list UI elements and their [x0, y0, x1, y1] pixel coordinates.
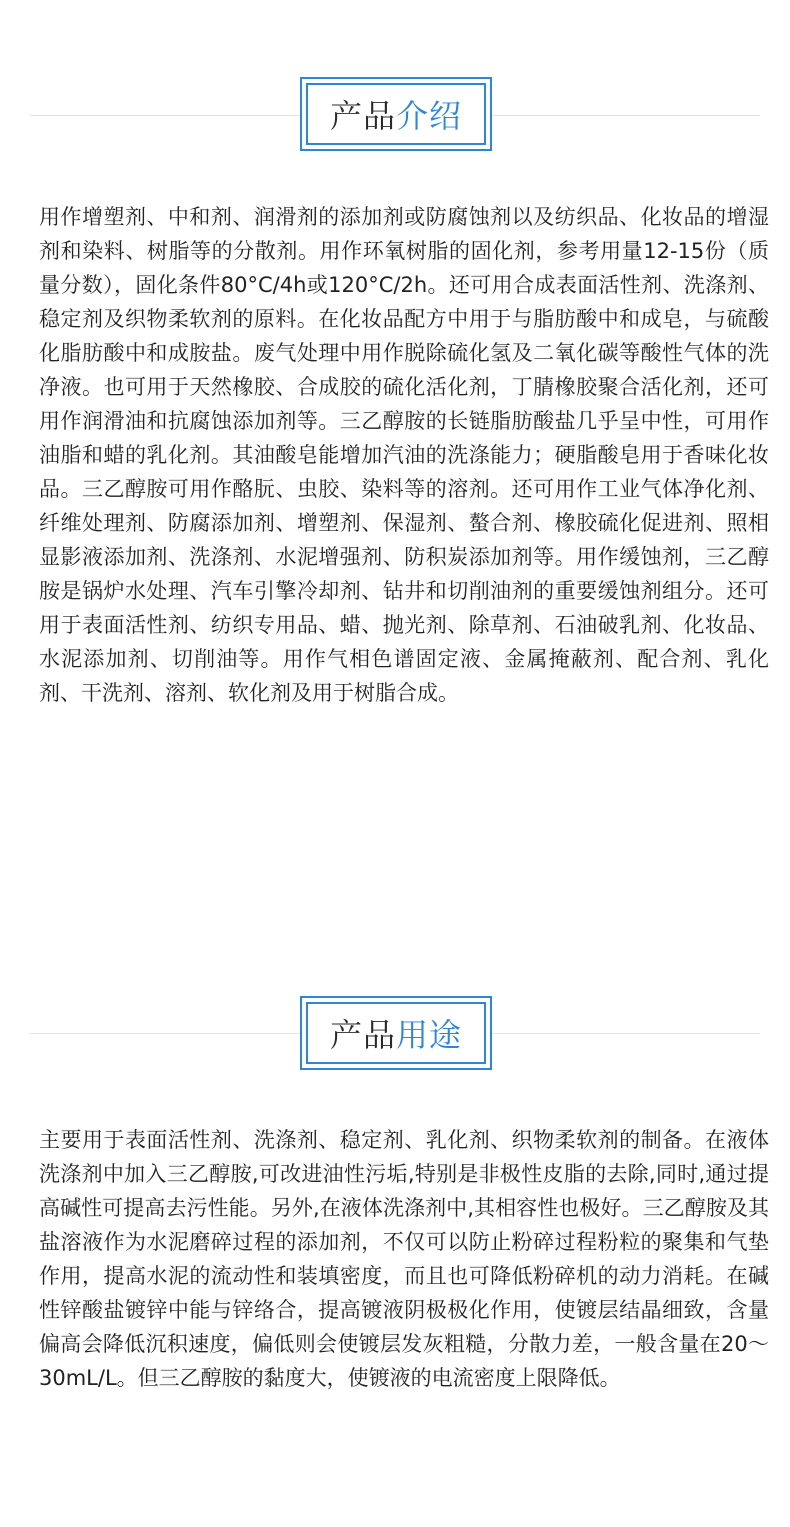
product-intro-section [0, 0, 790, 705]
section-body-text: 用作增塑剂、中和剂、润滑剂的添加剂或防腐蚀剂以及纺织品、化妆品的增湿剂和染料、树脂等的分散剂。用作环氧树脂的固化剂，参考用量12-15份（质量分数），固化条件80°C/4h或120°C/2h。还可用合成表面活性剂、洗涤剂、稳定剂及织物柔软剂的原料。在化妆品配方中用于与脂肪酸中和成皂，与硫酸化脂肪酸中和成胺盐。废气处理中用作脱除硫化氢及二氧化碳等酸性气体的洗净液。也可用于天然橡胶、合成胶的硫化活化剂，丁腈橡胶聚合活化剂，还可用作润滑油和抗腐蚀添加剂等。三乙醇胺的长链脂肪酸盐几乎呈中性，可用作油脂和蜡的乳化剂。其油酸皂能增加汽油的洗涤能力；硬脂酸皂用于香味化妆品。三乙醇胺可用作酪朊、虫胶、染料等的溶剂。还可用作工业气体净化剂、纤维处理剂、防腐添加剂、增塑剂、保湿剂、螯合剂、橡胶硫化促进剂、照相显影液添加剂、洗涤剂、水泥增强剂、防积炭添加剂等。用作缓蚀剂，三乙醇胺是锅炉水处理、汽车引擎冷却剂、钻井和切削油剂的重要缓蚀剂组分。还可用于表面活性剂、纺织专用品、蜡、抛光剂、除草剂、石油破乳剂、化妆品、水泥添加剂、切削油等。用作气相色谱固定液、金属掩蔽剂、配合剂、乳化剂、干洗剂、溶剂、软化剂及用于树脂合成。 [39, 205, 769, 705]
section-heading-row [0, 0, 790, 230]
section-heading-frame [300, 77, 492, 151]
section-heading [306, 83, 486, 145]
section-heading [306, 1002, 486, 1064]
heading-dark-text: 产品 [329, 97, 396, 135]
section-body-text: 主要用于表面活性剂、洗涤剂、稳定剂、乳化剂、织物柔软剂的制备。在液体洗涤剂中加入三乙醇胺,可改进油性污垢,特别是非极性皮脂的去除,同时,通过提高碱性可提高去污性能。另外,在液体洗涤剂中,其相容性也极好。三乙醇胺及其盐溶液作为水泥磨碎过程的添加剂，不仅可以防止粉碎过程粉粒的聚集和气垫作用，提高水泥的流动性和装填密度，而且也可降低粉碎机的动力消耗。在碱性锌酸盐镀锌中能与锌络合，提高镀液阴极极化作用，使镀层结晶细致，含量偏高会降低沉积速度，偏低则会使镀层发灰粗糙，分散力差，一般含量在20～30mL/L。但三乙醇胺的黏度大，使镀液的电流密度上限降低。 [39, 1128, 769, 1390]
heading-accent-text: 用途 [396, 1016, 463, 1054]
heading-dark-text: 产品 [329, 1016, 396, 1054]
section-heading-row [0, 918, 790, 1118]
product-usage-section [0, 918, 790, 1390]
heading-accent-text: 介绍 [396, 97, 463, 135]
section-heading-frame [300, 996, 492, 1070]
